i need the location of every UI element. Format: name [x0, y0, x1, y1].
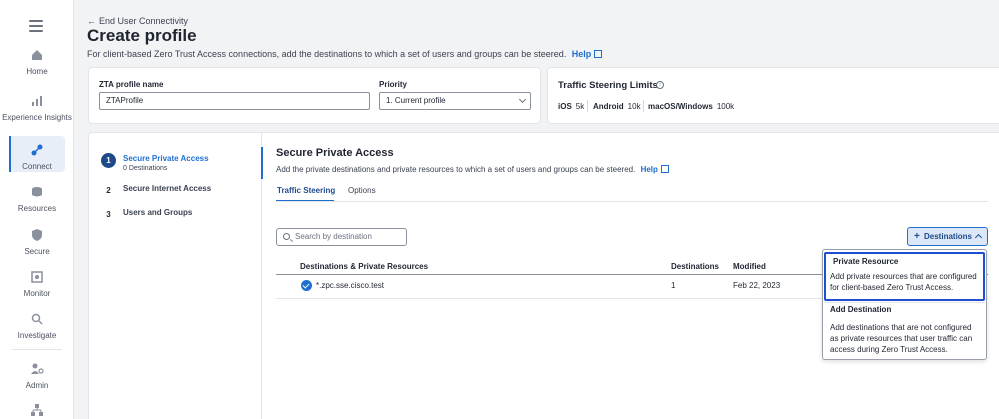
sidebar-item-label: Monitor: [23, 289, 51, 298]
investigate-icon: [30, 312, 44, 326]
limit-separator: [643, 100, 644, 112]
help-link-label: Help: [640, 165, 658, 174]
sidebar-item-workflows[interactable]: [0, 403, 74, 419]
sidebar-item-label: Experience Insights: [2, 113, 72, 122]
search-icon: [283, 233, 290, 240]
priority-label: Priority: [379, 80, 408, 89]
step-number: 3: [106, 210, 111, 219]
column-header-modified[interactable]: Modified: [733, 262, 766, 271]
step-number: 1: [101, 153, 116, 168]
search-input[interactable]: [276, 228, 407, 246]
search-placeholder: Search by destination: [295, 232, 372, 241]
sidebar: [0, 0, 74, 419]
sidebar-item-connect[interactable]: [0, 143, 74, 172]
external-link-icon: [594, 50, 602, 58]
column-header-destinations[interactable]: Destinations: [671, 262, 720, 271]
step-label: Users and Groups: [123, 208, 193, 217]
sidebar-item-home[interactable]: [0, 48, 74, 77]
page-description-text: For client-based Zero Trust Access connections, add the destinations to which a set of users and groups can be steered.: [87, 49, 567, 59]
limit-value: 5k: [575, 102, 585, 111]
limit-value: 10k: [627, 102, 641, 111]
chevron-down-icon: [519, 96, 526, 103]
step-label: Secure Private Access: [123, 154, 209, 163]
sidebar-item-investigate[interactable]: [0, 312, 74, 341]
priority-select-value: 1. Current profile: [386, 96, 446, 105]
section-title: Secure Private Access: [276, 147, 394, 159]
sidebar-item-label: Investigate: [17, 331, 57, 340]
sidebar-item-label: Secure: [24, 247, 50, 256]
tab-traffic-steering[interactable]: Traffic Steering: [277, 186, 336, 195]
step-sublabel: 0 Destinations: [123, 165, 168, 172]
traffic-limits-card: [547, 67, 999, 124]
sidebar-item-label: Admin: [25, 381, 49, 390]
check-circle-icon: [301, 280, 312, 291]
priority-select[interactable]: [379, 92, 531, 110]
destinations-button-label: Destinations: [924, 232, 973, 241]
active-step-indicator: [261, 147, 263, 179]
shield-icon: [30, 228, 44, 242]
zta-profile-card: [88, 67, 541, 124]
sidebar-item-experience-insights[interactable]: [0, 94, 74, 123]
insights-icon: [30, 94, 44, 108]
menu-item-add-destination[interactable]: Add Destination: [830, 305, 892, 314]
sidebar-item-resources[interactable]: [0, 185, 74, 214]
destinations-menu: [822, 249, 987, 360]
help-link-label: Help: [571, 49, 592, 59]
limit-os: iOS: [558, 102, 572, 111]
steps-panel: [89, 133, 262, 419]
menu-divider: [824, 302, 985, 303]
help-link[interactable]: [572, 49, 603, 59]
traffic-limits-title: Traffic Steering Limits: [558, 80, 658, 91]
limit-android: [593, 102, 641, 111]
resources-icon: [30, 185, 44, 199]
step-label: Secure Internet Access: [123, 184, 212, 193]
column-header-destinations-resources[interactable]: Destinations & Private Resources: [300, 262, 429, 271]
limit-os: macOS/Windows: [648, 102, 713, 111]
zta-name-label: ZTA profile name: [99, 80, 164, 89]
chevron-up-icon: [975, 234, 982, 241]
back-link-label: End User Connectivity: [99, 16, 189, 26]
sidebar-item-admin[interactable]: [0, 362, 74, 391]
menu-item-text: Add destinations that are not configured as private resources that user traffic can access during Zero Trust Access.: [830, 323, 973, 354]
sidebar-item-monitor[interactable]: [0, 270, 74, 299]
sidebar-item-secure[interactable]: [0, 228, 74, 257]
sidebar-divider: [12, 349, 62, 350]
limit-separator: [587, 100, 588, 112]
tab-options[interactable]: Options: [348, 186, 376, 195]
menu-item-text: Add private resources that are configured for client-based Zero Trust Access.: [830, 272, 977, 292]
workflow-icon: [30, 403, 44, 417]
section-description-text: Add the private destinations and private resources to which a set of users and groups can be steered.: [276, 165, 636, 174]
admin-icon: [30, 362, 44, 376]
limit-ios: [558, 102, 584, 111]
destinations-button[interactable]: [907, 227, 988, 246]
sidebar-item-label: Connect: [22, 162, 52, 171]
page-description: [87, 49, 602, 59]
monitor-icon: [30, 270, 44, 284]
limit-macos-windows: [648, 102, 734, 111]
external-link-icon: [661, 165, 669, 173]
info-icon[interactable]: i: [656, 81, 664, 89]
connect-icon: [30, 143, 44, 157]
arrow-left-icon: ←: [87, 16, 96, 26]
table-cell-name[interactable]: *.zpc.sse.cisco.test: [316, 281, 385, 290]
table-cell-modified: Feb 22, 2023: [733, 281, 781, 290]
page-title: Create profile: [87, 26, 197, 45]
step-number: 2: [106, 186, 111, 195]
limit-os: Android: [593, 102, 624, 111]
section-help-link[interactable]: [641, 165, 669, 174]
home-icon: [30, 48, 44, 62]
sidebar-item-label: Resources: [17, 204, 57, 213]
limit-value: 100k: [716, 102, 735, 111]
sidebar-item-label: Home: [26, 67, 48, 76]
tabs-divider: [276, 201, 988, 202]
section-description: [276, 165, 669, 174]
zta-name-input[interactable]: ZTAProfile: [99, 92, 370, 110]
table-cell-destinations: 1: [671, 281, 676, 290]
back-link[interactable]: [87, 16, 188, 26]
plus-icon: +: [914, 231, 920, 242]
menu-item-title: Private Resource: [833, 257, 899, 266]
menu-icon[interactable]: [29, 20, 43, 32]
